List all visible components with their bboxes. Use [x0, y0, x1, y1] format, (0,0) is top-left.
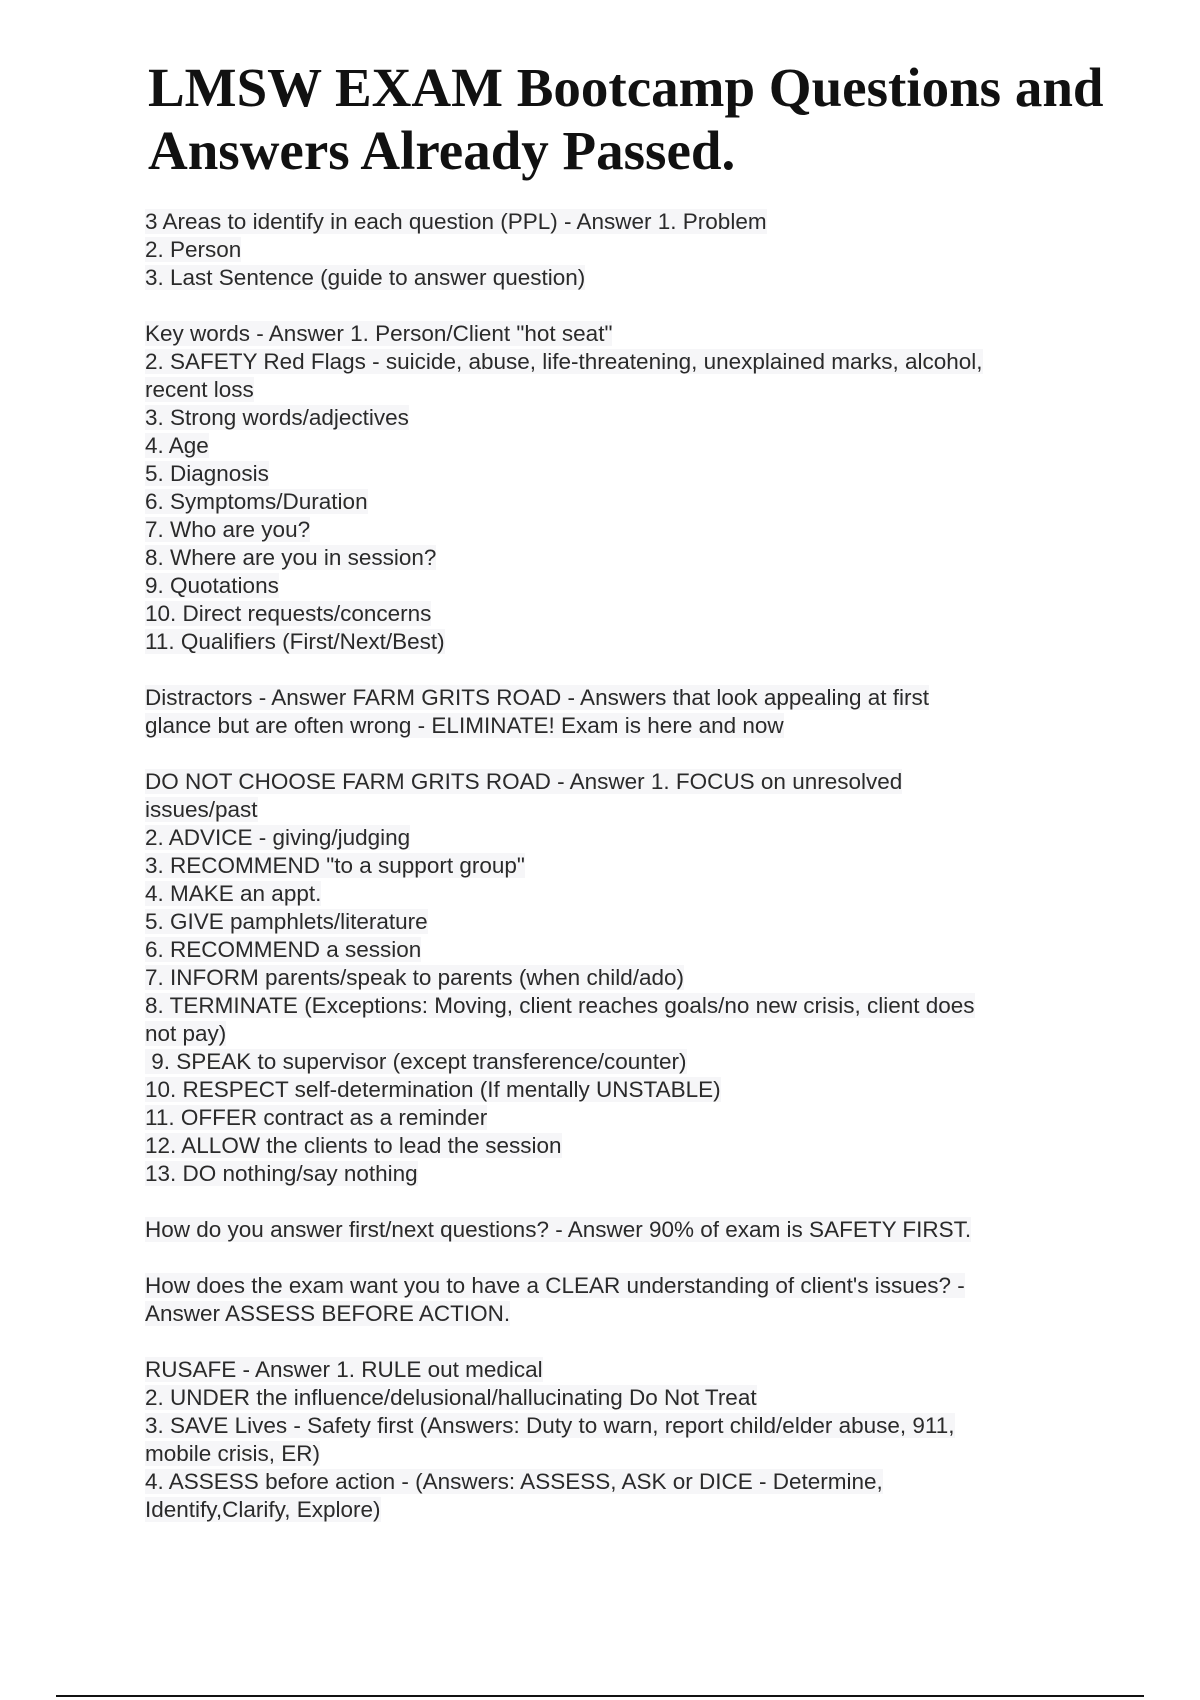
qa-line: [145, 404, 1065, 432]
qa-line-text: 6. RECOMMEND a session: [145, 937, 422, 962]
qa-line-text: 3 Areas to identify in each question (PPL) - Answer 1. Problem: [145, 209, 767, 234]
qa-line-text: 11. OFFER contract as a reminder: [145, 1105, 488, 1130]
qa-line-text: 13. DO nothing/say nothing: [145, 1161, 418, 1186]
qa-line-text: 4. MAKE an appt.: [145, 881, 322, 906]
qa-line-text: 2. ADVICE - giving/judging: [145, 825, 411, 850]
qa-line: [145, 1048, 1065, 1076]
qa-line-text: 2. Person: [145, 237, 242, 262]
qa-line: [145, 992, 1065, 1020]
qa-line-text: 8. Where are you in session?: [145, 545, 437, 570]
qa-block: [145, 320, 1065, 656]
qa-line-text: Distractors - Answer FARM GRITS ROAD - Answers that look appealing at first: [145, 685, 929, 710]
qa-line-text: 10. RESPECT self-determination (If mentally UNSTABLE): [145, 1077, 721, 1102]
page-bottom-rule: [56, 1695, 1144, 1697]
qa-line: [145, 264, 1065, 292]
qa-line-text: 2. SAFETY Red Flags - suicide, abuse, life-threatening, unexplained marks, alcohol,: [145, 349, 983, 374]
qa-line: [145, 1356, 1065, 1384]
qa-line-text: issues/past: [145, 797, 258, 822]
qa-line: [145, 1412, 1065, 1440]
qa-line-text: Answer ASSESS BEFORE ACTION.: [145, 1301, 511, 1326]
qa-line: [145, 712, 1065, 740]
qa-line: [145, 936, 1065, 964]
qa-line: [145, 908, 1065, 936]
qa-line: [145, 236, 1065, 264]
qa-line-text: RUSAFE - Answer 1. RULE out medical: [145, 1357, 543, 1382]
qa-line: [145, 460, 1065, 488]
qa-line-text: 5. Diagnosis: [145, 461, 269, 486]
qa-block: [145, 768, 1065, 1188]
qa-line-text: 5. GIVE pamphlets/literature: [145, 909, 428, 934]
qa-list: [145, 208, 1065, 1552]
qa-block: [145, 684, 1065, 740]
qa-line-text: 4. Age: [145, 433, 209, 458]
qa-line: [145, 432, 1065, 460]
qa-line: [145, 1020, 1065, 1048]
qa-line: [145, 768, 1065, 796]
qa-line-text: 12. ALLOW the clients to lead the session: [145, 1133, 562, 1158]
qa-line: [145, 488, 1065, 516]
qa-line: [145, 516, 1065, 544]
qa-line: [145, 852, 1065, 880]
qa-line: [145, 348, 1065, 376]
qa-line-text: 6. Symptoms/Duration: [145, 489, 368, 514]
title-line-1: LMSW EXAM Bootcamp Questions and: [148, 57, 1104, 118]
qa-line-text: 7. INFORM parents/speak to parents (when child/ado): [145, 965, 685, 990]
qa-line-text: DO NOT CHOOSE FARM GRITS ROAD - Answer 1. FOCUS on unresolved: [145, 769, 903, 794]
qa-line-text: mobile crisis, ER): [145, 1441, 321, 1466]
qa-line-text: 3. RECOMMEND "to a support group": [145, 853, 525, 878]
qa-line-text: 9. SPEAK to supervisor (except transference/counter): [145, 1049, 687, 1074]
qa-line: [145, 376, 1065, 404]
qa-line-text: 7. Who are you?: [145, 517, 311, 542]
qa-line-text: How does the exam want you to have a CLEAR understanding of client's issues? -: [145, 1273, 965, 1298]
qa-line: [145, 1076, 1065, 1104]
qa-line: [145, 544, 1065, 572]
qa-line: [145, 964, 1065, 992]
qa-block: [145, 208, 1065, 292]
qa-line: [145, 1272, 1065, 1300]
qa-block: [145, 1356, 1065, 1524]
qa-line-text: 8. TERMINATE (Exceptions: Moving, client reaches goals/no new crisis, client does: [145, 993, 975, 1018]
qa-line: [145, 1216, 1065, 1244]
qa-line: [145, 600, 1065, 628]
qa-line: [145, 1440, 1065, 1468]
qa-block: [145, 1272, 1065, 1328]
document-title: [148, 56, 1188, 182]
qa-line: [145, 1468, 1065, 1496]
qa-line: [145, 880, 1065, 908]
qa-line-text: 3. SAVE Lives - Safety first (Answers: Duty to warn, report child/elder abuse, 911,: [145, 1413, 955, 1438]
qa-line: [145, 1104, 1065, 1132]
qa-line-text: Identify,Clarify, Explore): [145, 1497, 381, 1522]
title-line-2: Answers Already Passed.: [148, 120, 736, 181]
qa-line-text: 10. Direct requests/concerns: [145, 601, 432, 626]
qa-block: [145, 1216, 1065, 1244]
qa-line: [145, 1384, 1065, 1412]
qa-line-text: glance but are often wrong - ELIMINATE! Exam is here and now: [145, 713, 784, 738]
qa-line-text: 11. Qualifiers (First/Next/Best): [145, 629, 445, 654]
qa-line-text: 2. UNDER the influence/delusional/hallucinating Do Not Treat: [145, 1385, 757, 1410]
qa-line: [145, 208, 1065, 236]
qa-line: [145, 1496, 1065, 1524]
qa-line-text: 9. Quotations: [145, 573, 279, 598]
qa-line-text: 4. ASSESS before action - (Answers: ASSESS, ASK or DICE - Determine,: [145, 1469, 883, 1494]
qa-line: [145, 796, 1065, 824]
qa-line-text: recent loss: [145, 377, 254, 402]
qa-line-text: Key words - Answer 1. Person/Client "hot seat": [145, 321, 613, 346]
qa-line: [145, 684, 1065, 712]
qa-line: [145, 320, 1065, 348]
qa-line: [145, 1160, 1065, 1188]
qa-line: [145, 628, 1065, 656]
qa-line-text: 3. Last Sentence (guide to answer question): [145, 265, 586, 290]
qa-line-text: 3. Strong words/adjectives: [145, 405, 409, 430]
qa-line: [145, 1132, 1065, 1160]
qa-line-text: not pay): [145, 1021, 227, 1046]
qa-line: [145, 1300, 1065, 1328]
qa-line-text: How do you answer first/next questions? - Answer 90% of exam is SAFETY FIRST.: [145, 1217, 972, 1242]
qa-line: [145, 572, 1065, 600]
qa-line: [145, 824, 1065, 852]
